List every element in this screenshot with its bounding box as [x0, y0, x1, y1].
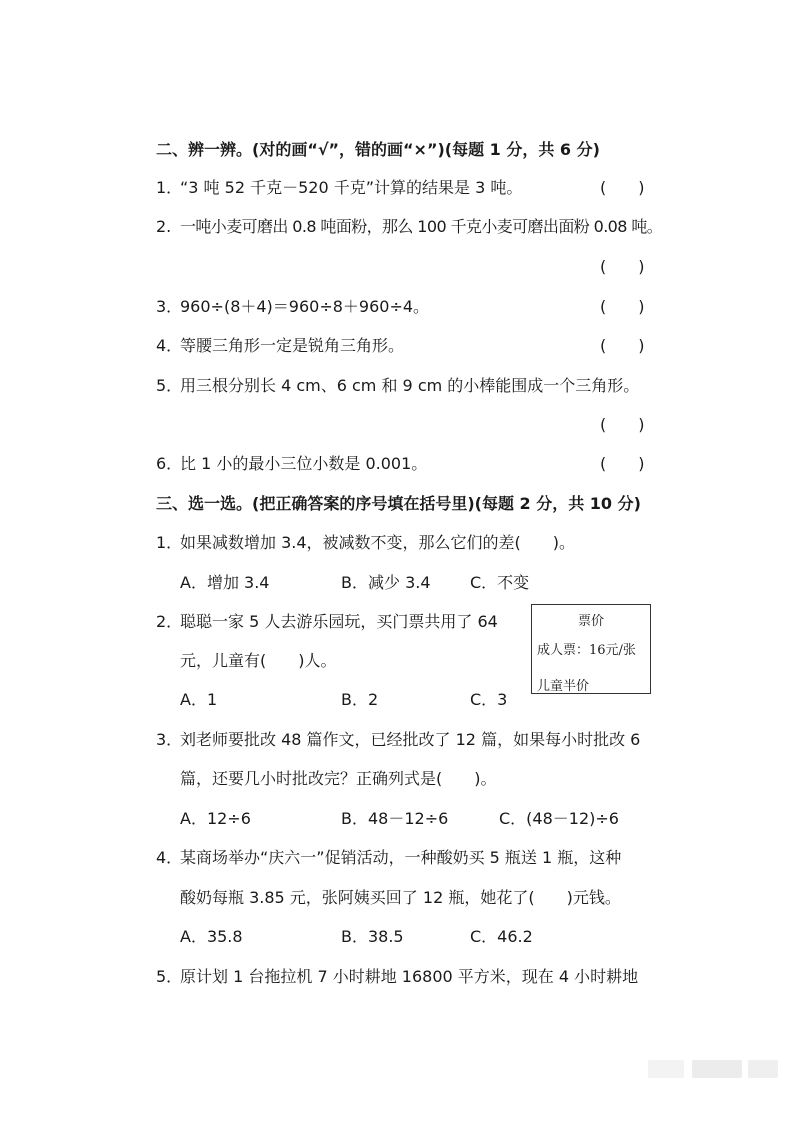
question-number: 2．	[156, 612, 183, 631]
judge-item-5	[0, 366, 794, 406]
blurred-watermark	[648, 1060, 684, 1078]
option-c[interactable]: C．(48－12)÷6	[499, 809, 619, 828]
choice-q1	[0, 523, 794, 563]
item-text: 一吨小麦可磨出 0.8 吨面粉，那么 100 千克小麦可磨出面粉 0.08 吨。	[180, 217, 663, 236]
item-number: 4．	[156, 336, 183, 355]
question-text: 刘老师要批改 48 篇作文，已经批改了 12 篇，如果每小时批改 6	[180, 730, 641, 749]
judge-item-5-answer-line	[0, 405, 794, 445]
section-2-title: 二、辨一辨。(对的画“√”，错的画“×”)(每题 1 分，共 6 分)	[156, 140, 600, 159]
question-text: 如果减数增加 3.4，被减数不变，那么它们的差( )。	[180, 533, 576, 552]
choice-q4-options	[0, 917, 794, 957]
question-text: 聪聪一家 5 人去游乐园玩，买门票共用了 64	[180, 612, 498, 631]
choice-q4-line1	[0, 838, 794, 878]
question-text: 原计划 1 台拖拉机 7 小时耕地 16800 平方米，现在 4 小时耕地	[180, 967, 639, 986]
blurred-watermark	[748, 1060, 778, 1078]
section-2-heading	[0, 130, 794, 170]
item-number: 3．	[156, 297, 183, 316]
question-text-continued: 酸奶每瓶 3.85 元，张阿姨买回了 12 瓶，她花了( )元钱。	[180, 888, 621, 907]
judge-item-1	[0, 168, 794, 208]
answer-blank[interactable]: ( )	[600, 178, 645, 197]
item-number: 5．	[156, 376, 183, 395]
item-text: “3 吨 52 千克－520 千克”计算的结果是 3 吨。	[180, 178, 523, 197]
option-a[interactable]: A．35.8	[180, 927, 243, 946]
option-c[interactable]: C．3	[470, 690, 508, 709]
item-text: 等腰三角形一定是锐角三角形。	[180, 336, 405, 355]
judge-item-3	[0, 287, 794, 327]
option-a[interactable]: A．1	[180, 690, 218, 709]
option-c[interactable]: C．46.2	[470, 927, 533, 946]
section-3-heading	[0, 484, 794, 524]
choice-q3-line1	[0, 720, 794, 760]
option-b[interactable]: B．48－12÷6	[341, 809, 449, 828]
question-number: 5．	[156, 967, 183, 986]
answer-blank[interactable]: ( )	[600, 336, 645, 355]
option-c[interactable]: C．不变	[470, 573, 530, 592]
question-text-continued: 篇，还要几小时批改完？正确列式是( )。	[180, 769, 497, 788]
option-b[interactable]: B．38.5	[341, 927, 404, 946]
child-ticket-price: 儿童半价	[537, 679, 590, 694]
judge-item-2	[0, 207, 794, 247]
option-a[interactable]: A．12÷6	[180, 809, 251, 828]
section-3-title: 三、选一选。(把正确答案的序号填在括号里)(每题 2 分，共 10 分)	[156, 494, 641, 513]
item-text: 用三根分别长 4 cm、6 cm 和 9 cm 的小棒能围成一个三角形。	[180, 376, 640, 395]
item-text: 960÷(8＋4)＝960÷8＋960÷4。	[180, 297, 430, 316]
choice-q2-line2	[0, 641, 794, 681]
choice-q3-line2	[0, 759, 794, 799]
judge-item-2-answer-line	[0, 247, 794, 287]
item-text: 比 1 小的最小三位小数是 0.001。	[180, 454, 428, 473]
judge-item-6	[0, 444, 794, 484]
choice-q2-line1	[0, 602, 794, 642]
blurred-watermark	[692, 1060, 742, 1078]
item-number: 2.	[156, 217, 172, 236]
option-a[interactable]: A．增加 3.4	[180, 573, 270, 592]
choice-q2-options	[0, 680, 794, 720]
choice-q5-line1	[0, 957, 794, 997]
judge-item-4	[0, 326, 794, 366]
answer-blank[interactable]: ( )	[600, 297, 645, 316]
answer-blank[interactable]: ( )	[600, 257, 645, 276]
answer-blank[interactable]: ( )	[600, 454, 645, 473]
adult-ticket-price: 成人票：16元/张	[537, 643, 636, 658]
choice-q1-options	[0, 563, 794, 603]
option-b[interactable]: B．减少 3.4	[341, 573, 431, 592]
question-number: 1．	[156, 533, 183, 552]
question-text: 某商场举办“庆六一”促销活动，一种酸奶买 5 瓶送 1 瓶，这种	[180, 848, 622, 867]
question-number: 4．	[156, 848, 183, 867]
item-number: 1．	[156, 178, 183, 197]
question-number: 3．	[156, 730, 183, 749]
answer-blank[interactable]: ( )	[600, 415, 645, 434]
choice-q3-options	[0, 799, 794, 839]
item-number: 6．	[156, 454, 183, 473]
option-b[interactable]: B．2	[341, 690, 379, 709]
ticket-title: 票价	[577, 614, 604, 629]
choice-q4-line2	[0, 878, 794, 918]
question-text-continued: 元，儿童有( )人。	[180, 651, 337, 670]
